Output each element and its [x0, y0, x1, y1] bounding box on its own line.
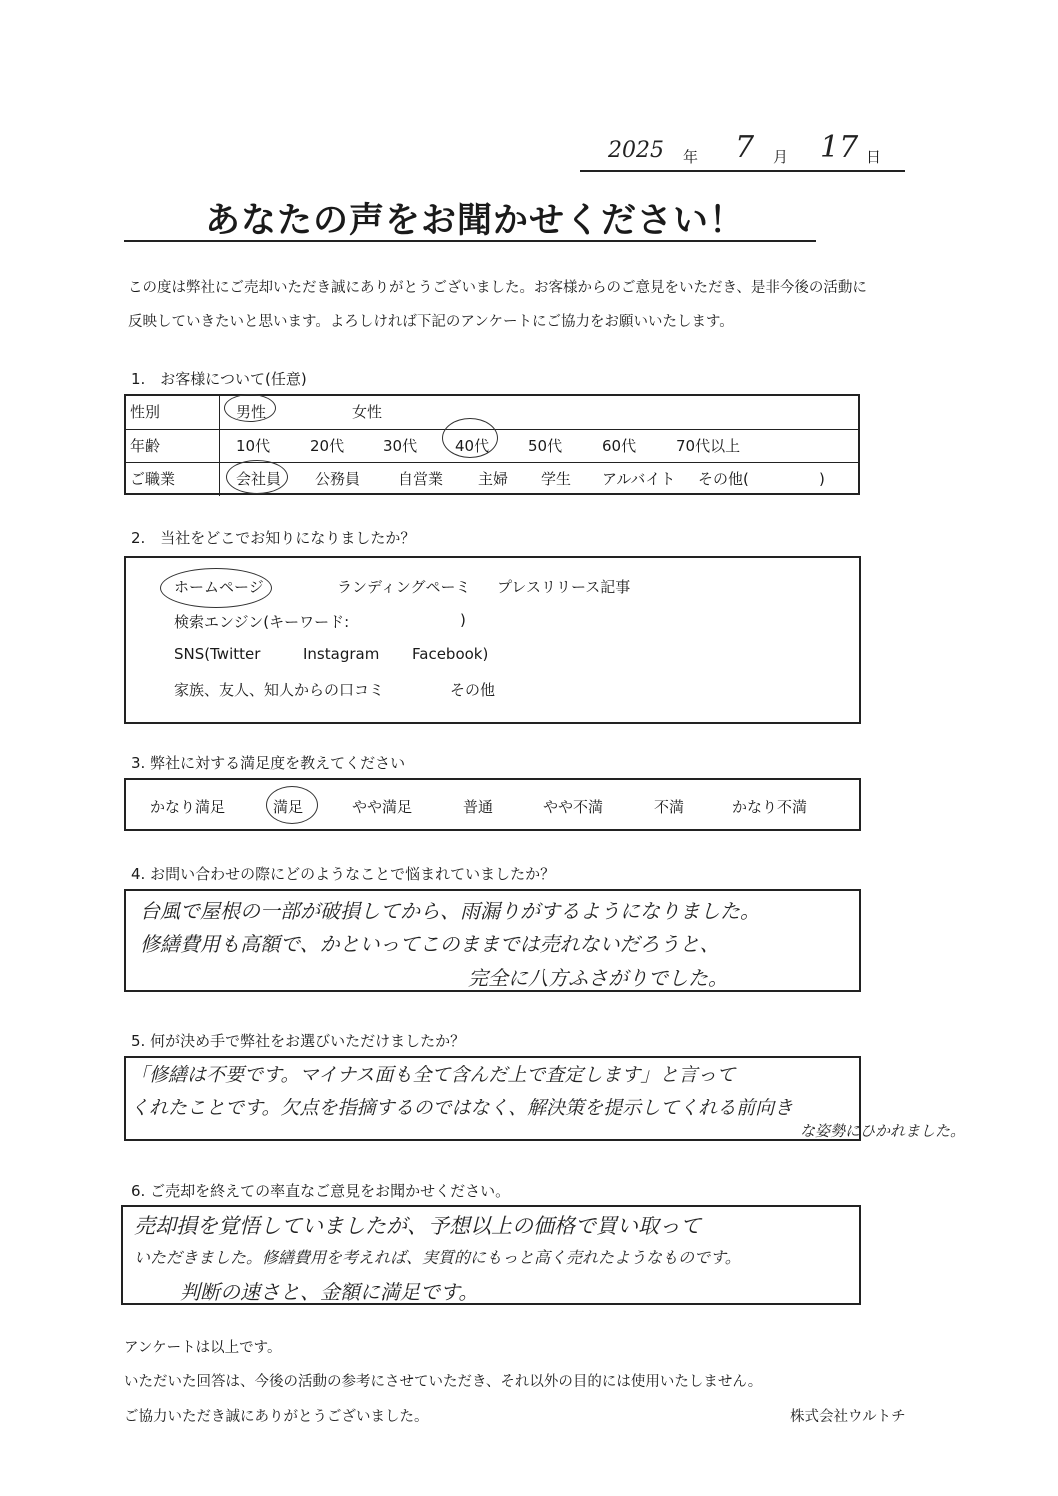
table-row-occupation	[126, 462, 858, 496]
date-day-unit: 日	[866, 148, 882, 166]
section1-heading: 1. お客様について(任意)	[131, 370, 307, 388]
source-option-word-of-mouth[interactable]: 家族、友人、知人からの口コミ	[174, 681, 385, 699]
date-month-unit: 月	[773, 148, 789, 166]
satisfaction-dissatisfied[interactable]: 不満	[654, 798, 685, 816]
customer-info-table	[124, 394, 860, 495]
occupation-option-part-time[interactable]: アルバイト	[602, 470, 676, 488]
occupation-option-self-employed[interactable]: 自営業	[398, 470, 444, 488]
source-option-search[interactable]: 検索エンジン(キーワード:	[174, 613, 350, 631]
occupation-option-student[interactable]: 学生	[541, 470, 572, 488]
occupation-other-close: )	[819, 470, 825, 488]
answer6-line-3: 判断の速さと、金額に満足です。	[180, 1280, 479, 1304]
age-option-40s[interactable]: 40代	[455, 437, 490, 455]
answer4-line-3: 完全に八方ふさがりでした。	[468, 966, 728, 990]
satisfaction-very-dissatisfied[interactable]: かなり不満	[732, 798, 808, 816]
section3-heading: 3. 弊社に対する満足度を教えてください	[131, 754, 406, 772]
occupation-option-employee[interactable]: 会社員	[236, 470, 282, 488]
table-row-age	[126, 429, 858, 463]
section6-heading: 6. ご売却を終えての率直なご意見をお聞かせください。	[131, 1182, 511, 1200]
answer6-line-1: 売却損を覚悟していましたが、予想以上の価格で買い取って	[134, 1214, 701, 1238]
age-option-20s[interactable]: 20代	[310, 437, 345, 455]
occupation-label: ご職業	[126, 463, 220, 496]
age-option-70plus[interactable]: 70代以上	[676, 437, 741, 455]
source-option-press[interactable]: プレスリリース記事	[497, 578, 631, 596]
date-month: 7	[735, 130, 755, 165]
answer5-line-1: 「修繕は不要です。マイナス面も全て含んだ上で査定します」と言って	[130, 1064, 736, 1086]
section4-heading: 4. お問い合わせの際にどのようなことで悩まれていましたか？	[131, 865, 556, 883]
intro-line-2: 反映していきたいと思います。よろしければ下記のアンケートにご協力をお願いいたします。	[128, 314, 734, 330]
date-year-unit: 年	[683, 148, 699, 166]
source-option-instagram[interactable]: Instagram	[303, 645, 380, 663]
age-option-10s[interactable]: 10代	[236, 437, 271, 455]
answer5-line-3: な姿勢にひかれました。	[800, 1122, 966, 1140]
satisfaction-very-satisfied[interactable]: かなり満足	[150, 798, 226, 816]
date-day: 17	[820, 130, 859, 165]
intro-line-1: この度は弊社にご売却いただき誠にありがとうございました。お客様からのご意見をいただき、是非今後の活動に	[128, 280, 867, 296]
answer6-line-2: いただきました。修繕費用を考えれば、実質的にもっと高く売れたようなものです。	[134, 1248, 741, 1267]
source-option-facebook[interactable]: Facebook)	[412, 645, 489, 663]
gender-label: 性別	[126, 396, 220, 429]
age-label: 年齢	[126, 430, 220, 463]
occupation-option-other[interactable]: その他(	[698, 470, 749, 488]
satisfaction-somewhat-satisfied[interactable]: やや満足	[352, 798, 413, 816]
source-option-homepage[interactable]: ホームページ	[174, 578, 264, 596]
age-option-50s[interactable]: 50代	[528, 437, 563, 455]
answer4-line-2: 修繕費用も高額で、かといってこのままでは売れないだろうと、	[140, 932, 720, 956]
gender-option-male[interactable]: 男性	[236, 403, 267, 421]
section5-heading: 5. 何が決め手で弊社をお選びいただけましたか？	[131, 1032, 466, 1050]
source-option-sns[interactable]: SNS(Twitter	[174, 645, 261, 663]
footer-line-3: ご協力いただき誠にありがとうございました。	[124, 1409, 429, 1425]
footer-line-2: いただいた回答は、今後の活動の参考にさせていただき、それ以外の目的には使用いたしません。	[124, 1374, 763, 1390]
date-year: 2025	[608, 138, 664, 163]
section2-heading: 2. 当社をどこでお知りになりましたか？	[131, 529, 416, 547]
footer-line-1: アンケートは以上です。	[124, 1340, 282, 1356]
satisfaction-satisfied[interactable]: 満足	[273, 798, 304, 816]
satisfaction-neutral[interactable]: 普通	[463, 798, 494, 816]
title-underline	[124, 240, 816, 242]
age-option-30s[interactable]: 30代	[383, 437, 418, 455]
page-title: あなたの声をお聞かせください！	[205, 201, 746, 241]
table-row-gender	[126, 396, 858, 429]
answer4-line-1: 台風で屋根の一部が破損してから、雨漏りがするようになりました。	[140, 899, 760, 923]
gender-option-female[interactable]: 女性	[352, 403, 383, 421]
source-search-close: )	[460, 611, 466, 629]
source-option-landing[interactable]: ランディングペーミ	[337, 578, 471, 596]
company-name: 株式会社ウルトチ	[790, 1409, 906, 1425]
answer5-line-2: くれたことです。欠点を指摘するのではなく、解決策を提示してくれる前向き	[130, 1097, 794, 1119]
date-underline	[580, 170, 905, 172]
age-option-60s[interactable]: 60代	[602, 437, 637, 455]
occupation-option-civil-servant[interactable]: 公務員	[315, 470, 361, 488]
occupation-option-homemaker[interactable]: 主婦	[478, 470, 509, 488]
source-option-other[interactable]: その他	[450, 681, 496, 699]
satisfaction-somewhat-dissatisfied[interactable]: やや不満	[543, 798, 604, 816]
